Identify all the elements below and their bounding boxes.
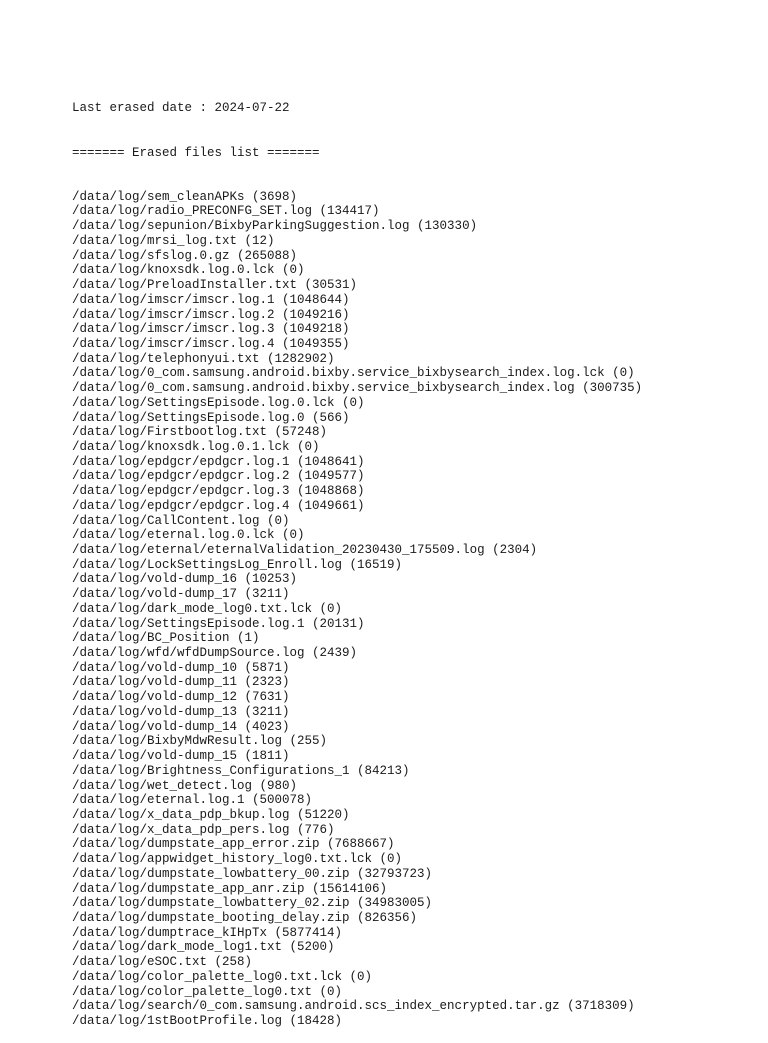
- erased-file-entry: /data/log/eternal.log.1 (500078): [72, 793, 313, 808]
- erased-files-list-title: ======= Erased files list =======: [72, 145, 320, 160]
- erased-file-entry: /data/log/epdgcr/epdgcr.log.4 (1049661): [72, 498, 365, 513]
- erased-file-entry: /data/log/knoxsdk.log.0.1.lck (0): [72, 439, 320, 454]
- erased-file-entry: /data/log/0_com.samsung.android.bixby.service_bixbysearch_index.log (300735): [72, 381, 643, 396]
- erased-file-entry: /data/log/vold-dump_15 (1811): [72, 749, 290, 764]
- erased-file-entry: /data/log/imscr/imscr.log.4 (1049355): [72, 336, 350, 351]
- erased-file-entry: /data/log/mrsi_log.txt (12): [72, 233, 275, 248]
- erased-file-entry: /data/log/LockSettingsLog_Enroll.log (16519): [72, 557, 403, 572]
- erased-file-entry: /data/log/0_com.samsung.android.bixby.service_bixbysearch_index.log.lck (0): [72, 366, 635, 381]
- erased-file-entry: /data/log/epdgcr/epdgcr.log.2 (1049577): [72, 469, 365, 484]
- erased-file-entry: /data/log/radio_PRECONFG_SET.log (134417): [72, 204, 380, 219]
- erased-file-entry: /data/log/vold-dump_13 (3211): [72, 704, 290, 719]
- erased-file-entry: /data/log/wet_detect.log (980): [72, 778, 298, 793]
- erased-file-entry: /data/log/knoxsdk.log.0.lck (0): [72, 263, 305, 278]
- erased-file-entry: /data/log/imscr/imscr.log.3 (1049218): [72, 322, 350, 337]
- erased-file-entry: /data/log/dumpstate_booting_delay.zip (826356): [72, 910, 418, 925]
- erased-file-entry: /data/log/telephonyui.txt (1282902): [72, 351, 335, 366]
- erased-file-entry: /data/log/dark_mode_log1.txt (5200): [72, 940, 335, 955]
- erased-file-entry: /data/log/dumptrace_kIHpTx (5877414): [72, 925, 343, 940]
- erased-file-entry: /data/log/vold-dump_12 (7631): [72, 690, 290, 705]
- erased-files-log: [72, 72, 752, 1043]
- erased-file-entry: /data/log/dumpstate_lowbattery_02.zip (34983005): [72, 896, 433, 911]
- erased-file-entry: /data/log/epdgcr/epdgcr.log.1 (1048641): [72, 454, 365, 469]
- erased-file-entry: /data/log/dumpstate_lowbattery_00.zip (32793723): [72, 866, 433, 881]
- erased-file-entry: /data/log/eSOC.txt (258): [72, 955, 253, 970]
- erased-file-entry: /data/log/wfd/wfdDumpSource.log (2439): [72, 646, 358, 661]
- erased-file-entry: /data/log/imscr/imscr.log.2 (1049216): [72, 307, 350, 322]
- erased-file-entry: /data/log/appwidget_history_log0.txt.lck (0): [72, 852, 403, 867]
- erased-file-entry: /data/log/x_data_pdp_pers.log (776): [72, 822, 335, 837]
- erased-file-entry: /data/log/vold-dump_17 (3211): [72, 587, 290, 602]
- erased-files-list: [72, 190, 752, 1029]
- erased-file-entry: /data/log/dumpstate_app_anr.zip (15614106): [72, 881, 388, 896]
- erased-file-entry: /data/log/Firstbootlog.txt (57248): [72, 425, 328, 440]
- erased-file-entry: /data/log/dumpstate_app_error.zip (7688667): [72, 837, 395, 852]
- erased-file-entry: /data/log/Brightness_Configurations_1 (84213): [72, 763, 410, 778]
- erased-file-entry: /data/log/dark_mode_log0.txt.lck (0): [72, 601, 343, 616]
- erased-file-entry: /data/log/color_palette_log0.txt (0): [72, 984, 343, 999]
- erased-file-entry: /data/log/sem_cleanAPKs (3698): [72, 189, 298, 204]
- erased-file-entry: /data/log/SettingsEpisode.log.1 (20131): [72, 616, 365, 631]
- erased-file-entry: /data/log/sfslog.0.gz (265088): [72, 248, 298, 263]
- erased-file-entry: /data/log/epdgcr/epdgcr.log.3 (1048868): [72, 484, 365, 499]
- erased-file-entry: /data/log/SettingsEpisode.log.0.lck (0): [72, 395, 365, 410]
- erased-file-entry: /data/log/1stBootProfile.log (18428): [72, 1014, 343, 1028]
- erased-file-entry: /data/log/imscr/imscr.log.1 (1048644): [72, 292, 350, 307]
- erased-file-entry: /data/log/BC_Position (1): [72, 631, 260, 646]
- last-erased-date: Last erased date : 2024-07-22: [72, 101, 290, 116]
- erased-file-entry: /data/log/color_palette_log0.txt.lck (0): [72, 969, 373, 984]
- erased-file-entry: /data/log/BixbyMdwResult.log (255): [72, 734, 328, 749]
- erased-file-entry: /data/log/vold-dump_11 (2323): [72, 675, 290, 690]
- erased-file-entry: /data/log/x_data_pdp_bkup.log (51220): [72, 807, 350, 822]
- erased-file-entry: /data/log/eternal/eternalValidation_20230430_175509.log (2304): [72, 543, 538, 557]
- erased-file-entry: /data/log/vold-dump_16 (10253): [72, 572, 298, 587]
- erased-file-entry: /data/log/CallContent.log (0): [72, 513, 290, 528]
- erased-file-entry: /data/log/search/0_com.samsung.android.scs_index_encrypted.tar.gz (3718309): [72, 999, 635, 1014]
- erased-file-entry: /data/log/PreloadInstaller.txt (30531): [72, 278, 358, 293]
- erased-file-entry: /data/log/vold-dump_10 (5871): [72, 660, 290, 675]
- erased-file-entry: /data/log/eternal.log.0.lck (0): [72, 528, 305, 543]
- erased-file-entry: /data/log/SettingsEpisode.log.0 (566): [72, 410, 350, 425]
- erased-file-entry: /data/log/sepunion/BixbyParkingSuggestion.log (130330): [72, 219, 478, 234]
- erased-file-entry: /data/log/vold-dump_14 (4023): [72, 719, 290, 734]
